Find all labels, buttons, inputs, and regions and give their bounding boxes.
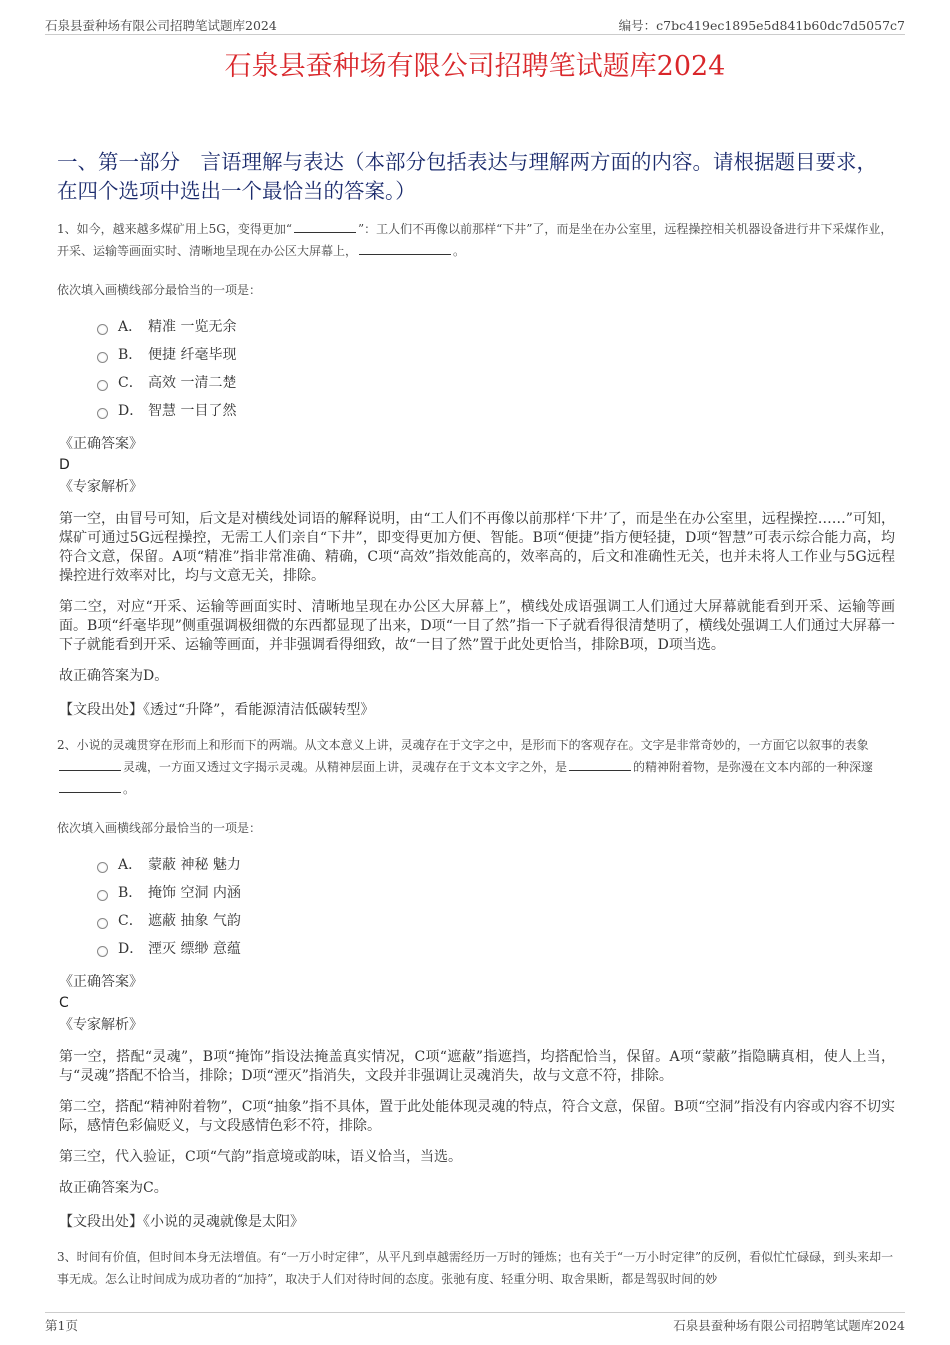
- option-list: [97, 312, 895, 424]
- answer-value: D: [59, 457, 70, 473]
- option-text: 便捷 纤毫毕现: [148, 347, 237, 363]
- header-doc-id: 编号：c7bc419ec1895e5d841b60dc7d5057c7: [618, 18, 905, 33]
- source-citation: 【文段出处】《透过“升降”，看能源清洁低碳转型》: [59, 702, 375, 718]
- radio-icon[interactable]: [97, 890, 108, 901]
- option-d[interactable]: [97, 934, 895, 962]
- option-b[interactable]: [97, 878, 895, 906]
- question-stem-text: 。: [123, 782, 136, 796]
- question-1: [57, 218, 895, 720]
- fill-blank: [59, 780, 121, 793]
- footer-doc-title: 石泉县蚕种场有限公司招聘笔试题库2024: [673, 1318, 905, 1333]
- analysis-paragraph: 第三空，代入验证，C项“气韵”指意境或韵味，语义恰当，当选。: [59, 1149, 463, 1165]
- question-3-stem: 3、时间有价值，但时间本身无法增值。有“一万小时定律”，从平凡到卓越需经历一万时的锤炼；也有关于“一万小时定律”的反例，看似忙忙碌碌，到头来却一事无成。怎么让时间成为成功者的“加持”，取决于人们对待时间的态度。张驰有度、轻重分明、取舍果断，都是驾驭时间的妙: [57, 1250, 894, 1286]
- source-citation: 【文段出处】《小说的灵魂就像是太阳》: [59, 1214, 304, 1230]
- analysis-label: 《专家解析》: [59, 1017, 143, 1033]
- option-letter: D．: [118, 941, 144, 957]
- page-number: 第1页: [45, 1318, 78, 1333]
- question-3: [57, 1246, 895, 1290]
- analysis-paragraph: 第二空，对应“开采、运输等画面实时、清晰地呈现在办公区大屏幕上”，横线处成语强调工人们通过大屏幕就能看到开采、运输等画面。B项“纤毫毕现”侧重强调极细微的东西都显现了出来，D项“一目了然”指一下子就看得很清楚明了，横线处强调工人们通过大屏幕一下子就能看到开采、运输等画面，并非强调看得细致，故“一目了然”置于此处更恰当，排除B项，D项当选。: [59, 599, 895, 653]
- option-text: 智慧 一目了然: [148, 403, 237, 419]
- question-prompt: 依次填入画横线部分最恰当的一项是：: [57, 283, 262, 297]
- option-letter: C．: [118, 375, 143, 391]
- option-text: 精准 一览无余: [148, 319, 237, 335]
- page-header: [45, 14, 905, 35]
- fill-blank: [569, 758, 631, 771]
- question-stem-text: 。: [453, 244, 466, 258]
- option-a[interactable]: [97, 850, 895, 878]
- question-stem-text: 灵魂，一方面又透过文字揭示灵魂。从精神层面上讲，灵魂存在于文本文字之外，是: [123, 760, 568, 774]
- analysis-paragraph: 第一空，搭配“灵魂”，B项“掩饰”指设法掩盖真实情况，C项“遮蔽”指遮挡，均搭配恰当，保留。A项“蒙蔽”指隐瞒真相，使人上当，与“灵魂”搭配不恰当，排除；D项“湮灭”指消失，文段并非强调让灵魂消失，故与文意不符，排除。: [59, 1049, 895, 1084]
- option-letter: A．: [118, 857, 143, 873]
- question-stem-text: 1、如今，越来越多煤矿用上5G，变得更加“: [57, 222, 292, 236]
- option-text: 蒙蔽 神秘 魅力: [148, 857, 241, 873]
- radio-icon[interactable]: [97, 862, 108, 873]
- answer-label: 《正确答案》: [59, 436, 143, 452]
- question-2: [57, 734, 895, 1232]
- radio-icon[interactable]: [97, 946, 108, 957]
- fill-blank: [359, 242, 451, 255]
- analysis-paragraph: 第一空，由冒号可知，后文是对横线处词语的解释说明，由“工人们不再像以前那样‘下井’了，而是坐在办公室里，远程操控……”可知，煤矿可通过5G远程操控，无需工人们亲自“下井”，即变得更加方便、智能。B项“便捷”指方便轻捷，D项“智慧”可表示综合能力高，均符合文意，保留。A项“精准”指非常准确、精确，C项“高效”指效能高的，效率高的，后文和准确性无关，也并未将人工作业与5G远程操控进行效率对比，均与文意无关，排除。: [59, 511, 895, 584]
- question-prompt: 依次填入画横线部分最恰当的一项是：: [57, 821, 262, 835]
- radio-icon[interactable]: [97, 380, 108, 391]
- option-letter: B．: [118, 347, 143, 363]
- option-letter: C．: [118, 913, 143, 929]
- option-text: 湮灭 缥缈 意蕴: [148, 941, 241, 957]
- question-stem-text: 的精神附着物，是弥漫在文本内部的一种深邃: [633, 760, 874, 774]
- page-title: 石泉县蚕种场有限公司招聘笔试题库2024: [224, 51, 726, 82]
- page-footer: [45, 1312, 905, 1333]
- analysis-conclusion: 故正确答案为C。: [59, 1180, 168, 1196]
- question-1-stem: [57, 218, 895, 262]
- question-list: [57, 218, 895, 1290]
- question-stem-text: ”：工人们不再像以前那样“下井”了，而是坐在办公室里，远程操控相关机器设备进行井下采煤作业，开采、运输等画面实时、清晰地呈现在办公区大屏幕上，: [57, 222, 893, 258]
- analysis-conclusion: 故正确答案为D。: [59, 668, 169, 684]
- fill-blank: [59, 758, 121, 771]
- option-text: 高效 一清二楚: [148, 375, 237, 391]
- option-d[interactable]: [97, 396, 895, 424]
- question-stem-text: 2、小说的灵魂贯穿在形而上和形而下的两端。从文本意义上讲，灵魂存在于文字之中，是形而下的客观存在。文字是非常奇妙的，一方面它以叙事的表象: [57, 738, 869, 752]
- option-letter: A．: [118, 319, 143, 335]
- option-a[interactable]: [97, 312, 895, 340]
- option-list: [97, 850, 895, 962]
- radio-icon[interactable]: [97, 918, 108, 929]
- option-c[interactable]: [97, 906, 895, 934]
- radio-icon[interactable]: [97, 352, 108, 363]
- question-2-stem: [57, 734, 895, 800]
- radio-icon[interactable]: [97, 408, 108, 419]
- option-c[interactable]: [97, 368, 895, 396]
- analysis-paragraph: 第二空，搭配“精神附着物”，C项“抽象”指不具体，置于此处能体现灵魂的特点，符合文意，保留。B项“空洞”指没有内容或内容不切实际，感情色彩偏贬义，与文段感情色彩不符，排除。: [59, 1099, 895, 1134]
- section-title: 一、第一部分 言语理解与表达（本部分包括表达与理解两方面的内容。请根据题目要求，在四个选项中选出一个最恰当的答案。）: [57, 150, 877, 203]
- answer-label: 《正确答案》: [59, 974, 143, 990]
- analysis-label: 《专家解析》: [59, 479, 143, 495]
- option-letter: B．: [118, 885, 143, 901]
- answer-value: C: [59, 995, 69, 1011]
- option-text: 掩饰 空洞 内涵: [148, 885, 241, 901]
- option-text: 遮蔽 抽象 气韵: [148, 913, 241, 929]
- fill-blank: [294, 220, 356, 233]
- option-letter: D．: [118, 403, 144, 419]
- radio-icon[interactable]: [97, 324, 108, 335]
- header-doc-title: 石泉县蚕种场有限公司招聘笔试题库2024: [45, 18, 277, 33]
- option-b[interactable]: [97, 340, 895, 368]
